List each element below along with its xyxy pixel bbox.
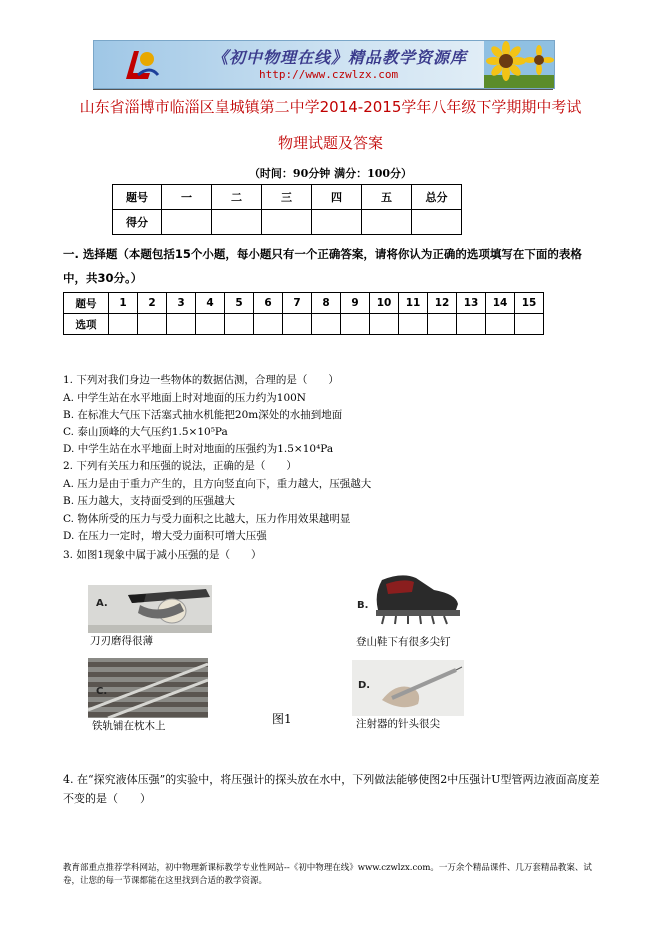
- answer-option-cell: [341, 314, 370, 335]
- answer-number-cell: 1: [109, 293, 138, 314]
- answer-option-cell: [225, 314, 254, 335]
- answer-number-cell: 10: [370, 293, 399, 314]
- figure-b-caption: 登山鞋下有很多尖钉: [356, 636, 451, 648]
- figure-a-knife-image: [88, 585, 212, 633]
- score-header-cell: 四: [312, 185, 362, 210]
- answer-option-cell: [254, 314, 283, 335]
- figure-d-letter: D.: [358, 680, 371, 691]
- score-row-label: 得分: [113, 210, 162, 235]
- q1-option-c: C. 泰山顶峰的大气压约1.5×10⁵Pa: [63, 426, 228, 438]
- score-cell: [362, 210, 412, 235]
- answer-number-cell: 2: [138, 293, 167, 314]
- answer-option-cell: [196, 314, 225, 335]
- score-header-cell: 总分: [412, 185, 462, 210]
- answer-row-label: 选项: [64, 314, 109, 335]
- score-cell: [412, 210, 462, 235]
- answer-number-cell: 3: [167, 293, 196, 314]
- answer-option-cell: [428, 314, 457, 335]
- score-cell: [312, 210, 362, 235]
- logo-icon: [120, 45, 160, 83]
- header-divider: [93, 89, 553, 90]
- score-header-cell: 题号: [113, 185, 162, 210]
- figure-c-caption: 铁轨铺在枕木上: [92, 720, 166, 732]
- answer-option-cell: [138, 314, 167, 335]
- q2-option-b: B. 压力越大，支持面受到的压强越大: [63, 495, 235, 507]
- answer-number-cell: 9: [341, 293, 370, 314]
- score-cell: [212, 210, 262, 235]
- answer-option-cell: [457, 314, 486, 335]
- score-header-cell: 五: [362, 185, 412, 210]
- figure-d-caption: 注射器的针头很尖: [356, 718, 440, 730]
- answer-option-cell: [370, 314, 399, 335]
- banner-title: 《初中物理在线》精品教学资源库: [212, 48, 468, 67]
- figure-c-letter: C.: [96, 686, 108, 697]
- answer-number-cell: 6: [254, 293, 283, 314]
- answer-number-cell: 12: [428, 293, 457, 314]
- answer-number-cell: 7: [283, 293, 312, 314]
- figure-a-caption: 刀刃磨得很薄: [90, 635, 153, 647]
- q2-stem: 2. 下列有关压力和压强的说法，正确的是（ ）: [63, 460, 297, 472]
- score-header-cell: 三: [262, 185, 312, 210]
- score-cell: [162, 210, 212, 235]
- answer-number-cell: 4: [196, 293, 225, 314]
- header-banner: [93, 40, 555, 89]
- answer-number-cell: 13: [457, 293, 486, 314]
- figure-b-shoe-image: [352, 570, 464, 630]
- answer-option-cell: [109, 314, 138, 335]
- answer-option-cell: [399, 314, 428, 335]
- answer-table-option-row: [64, 314, 544, 335]
- answer-option-cell: [486, 314, 515, 335]
- figure-1-label: 图1: [272, 712, 292, 726]
- answer-option-cell: [515, 314, 544, 335]
- q2-option-a: A. 压力是由于重力产生的，且方向竖直向下，重力越大，压强越大: [63, 478, 372, 490]
- answer-table: [63, 292, 544, 335]
- answer-option-cell: [283, 314, 312, 335]
- q1-stem: 1. 下列对我们身边一些物体的数据估测，合理的是（ ）: [63, 374, 339, 386]
- answer-option-cell: [167, 314, 196, 335]
- answer-number-cell: 8: [312, 293, 341, 314]
- score-table: [112, 184, 462, 235]
- sunflower-icon: [484, 41, 554, 88]
- answer-number-cell: 5: [225, 293, 254, 314]
- score-header-cell: 一: [162, 185, 212, 210]
- answer-option-cell: [312, 314, 341, 335]
- section1-instruction: 一. 选择题（本题包括15个小题，每小题只有一个正确答案，请将你认为正确的选项填写在下面的表格中，共30分。）: [63, 247, 582, 285]
- q1-option-d: D. 中学生站在水平地面上时对地面的压强约为1.5×10⁴Pa: [63, 443, 334, 455]
- answer-number-cell: 14: [486, 293, 515, 314]
- score-table-score-row: [113, 210, 462, 235]
- score-table-header-row: [113, 185, 462, 210]
- document-subtitle: 物理试题及答案: [277, 134, 383, 152]
- q2-option-d: D. 在压力一定时，增大受力面积可增大压强: [63, 530, 267, 542]
- figure-b-letter: B.: [357, 600, 369, 611]
- exam-info: （时间：90分钟 满分：100分）: [248, 167, 413, 180]
- q4-stem: 4. 在“探究液体压强”的实验中，将压强计的探头放在水中，下列做法能够使图2中压强计U型管两边液面高度差不变的是（ ）: [63, 773, 600, 805]
- q1-option-a: A. 中学生站在水平地面上时对地面的压力约为100N: [63, 392, 306, 404]
- score-cell: [262, 210, 312, 235]
- banner-url: http://www.czwlzx.com: [259, 68, 399, 81]
- document-title: 山东省淄博市临淄区皇城镇第二中学2014-2015学年八年级下学期期中考试: [79, 98, 582, 116]
- page-footer: 教育部重点推荐学科网站，初中物理新课标教学专业性网站--《初中物理在线》www.czwlzx.com。一万余个精品课件、几万套精品教案、试卷，让您的每一节课都能在这里找到合适的教学资源。: [63, 863, 592, 886]
- answer-header-label: 题号: [64, 293, 109, 314]
- figure-a-letter: A.: [96, 598, 108, 609]
- q2-option-c: C. 物体所受的压力与受力面积之比越大，压力作用效果越明显: [63, 513, 351, 525]
- answer-number-cell: 15: [515, 293, 544, 314]
- score-header-cell: 二: [212, 185, 262, 210]
- answer-table-header-row: [64, 293, 544, 314]
- q1-option-b: B. 在标准大气压下活塞式抽水机能把20m深处的水抽到地面: [63, 409, 343, 421]
- answer-number-cell: 11: [399, 293, 428, 314]
- q3-stem: 3. 如图1现象中属于减小压强的是（ ）: [63, 549, 262, 561]
